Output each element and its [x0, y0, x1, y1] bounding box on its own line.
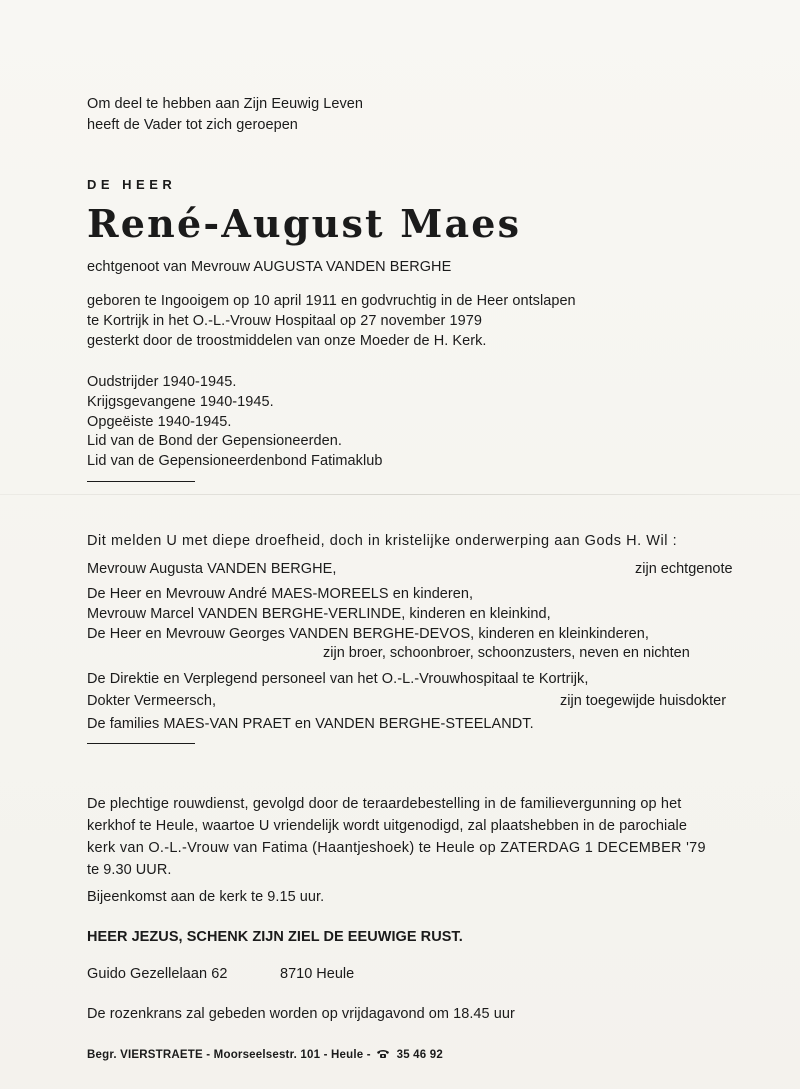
family-line-6: De families MAES-VAN PRAET en VANDEN BERGHE-STEELANDT. — [87, 716, 534, 732]
deceased-name: René-August Maes — [87, 201, 522, 246]
service-line-2: kerkhof te Heule, waartoe U vriendelijk wordt uitgenodigd, zal plaatshebben in de parochiale — [87, 818, 688, 834]
gathering-line: Bijeenkomst aan de kerk te 9.15 uur. — [87, 889, 325, 905]
family-line-2: Mevrouw Marcel VANDEN BERGHE-VERLINDE, kinderen en kleinkind, — [87, 606, 551, 622]
family-line-5: De Direktie en Verplegend personeel van het O.-L.-Vrouwhospitaal te Kortrijk, — [87, 671, 589, 687]
footer-phone: 35 46 92 — [396, 1049, 443, 1061]
announcement-line: Dit melden U met diepe droefheid, doch in kristelijke onderwerping aan Gods H. Wil : — [87, 533, 678, 549]
service-line-4: te 9.30 UUR. — [87, 862, 172, 878]
title-item: Opgeëiste 1940-1945. — [87, 414, 232, 430]
family-doctor-name: Dokter Vermeersch, — [87, 693, 217, 709]
divider-rule-1 — [87, 481, 195, 482]
deceased-title: DE HEER — [87, 177, 177, 192]
prayer-line: HEER JEZUS, SCHENK ZIJN ZIEL DE EEUWIGE RUST. — [87, 929, 463, 945]
telephone-icon — [376, 1049, 390, 1059]
divider-rule-2 — [87, 743, 195, 744]
rosary-line: De rozenkrans zal gebeden worden op vrijdagavond om 18.45 uur — [87, 1006, 515, 1022]
family-line-3: De Heer en Mevrouw Georges VANDEN BERGHE-DEVOS, kinderen en kleinkinderen, — [87, 626, 649, 642]
birth-death-line-3: gesterkt door de troostmiddelen van onze Moeder de H. Kerk. — [87, 333, 487, 349]
family-line-1: De Heer en Mevrouw André MAES-MOREELS en kinderen, — [87, 586, 474, 602]
birth-death-line-2: te Kortrijk in het O.-L.-Vrouw Hospitaal op 27 november 1979 — [87, 313, 482, 329]
intro-line-1: Om deel te hebben aan Zijn Eeuwig Leven — [87, 96, 364, 112]
spouse-line: echtgenoot van Mevrouw AUGUSTA VANDEN BERGHE — [87, 259, 452, 275]
service-line-1: De plechtige rouwdienst, gevolgd door de teraardebestelling in de familievergunning op het — [87, 796, 682, 812]
family-line-4: zijn broer, schoonbroer, schoonzusters, neven en nichten — [323, 645, 690, 661]
title-item: Krijgsgevangene 1940-1945. — [87, 394, 274, 410]
intro-line-2: heeft de Vader tot zich geroepen — [87, 117, 298, 133]
funeral-director-footer — [87, 1048, 443, 1061]
family-spouse-name: Mevrouw Augusta VANDEN BERGHE, — [87, 561, 337, 577]
title-item: Lid van de Gepensioneerdenbond Fatimaklub — [87, 453, 383, 469]
address-street: Guido Gezellelaan 62 — [87, 966, 228, 982]
family-spouse-role: zijn echtgenote — [635, 561, 733, 577]
title-item: Lid van de Bond der Gepensioneerden. — [87, 433, 342, 449]
address-city: 8710 Heule — [280, 966, 355, 982]
birth-death-line-1: geboren te Ingooigem op 10 april 1911 en godvruchtig in de Heer ontslapen — [87, 293, 576, 309]
footer-text: Begr. VIERSTRAETE - Moorseelsestr. 101 - Heule - — [87, 1049, 371, 1061]
service-line-3: kerk van O.-L.-Vrouw van Fatima (Haantjeshoek) te Heule op ZATERDAG 1 DECEMBER '79 — [87, 840, 706, 856]
title-item: Oudstrijder 1940-1945. — [87, 374, 237, 390]
paper-fold-line — [0, 494, 800, 495]
family-doctor-role: zijn toegewijde huisdokter — [560, 693, 727, 709]
